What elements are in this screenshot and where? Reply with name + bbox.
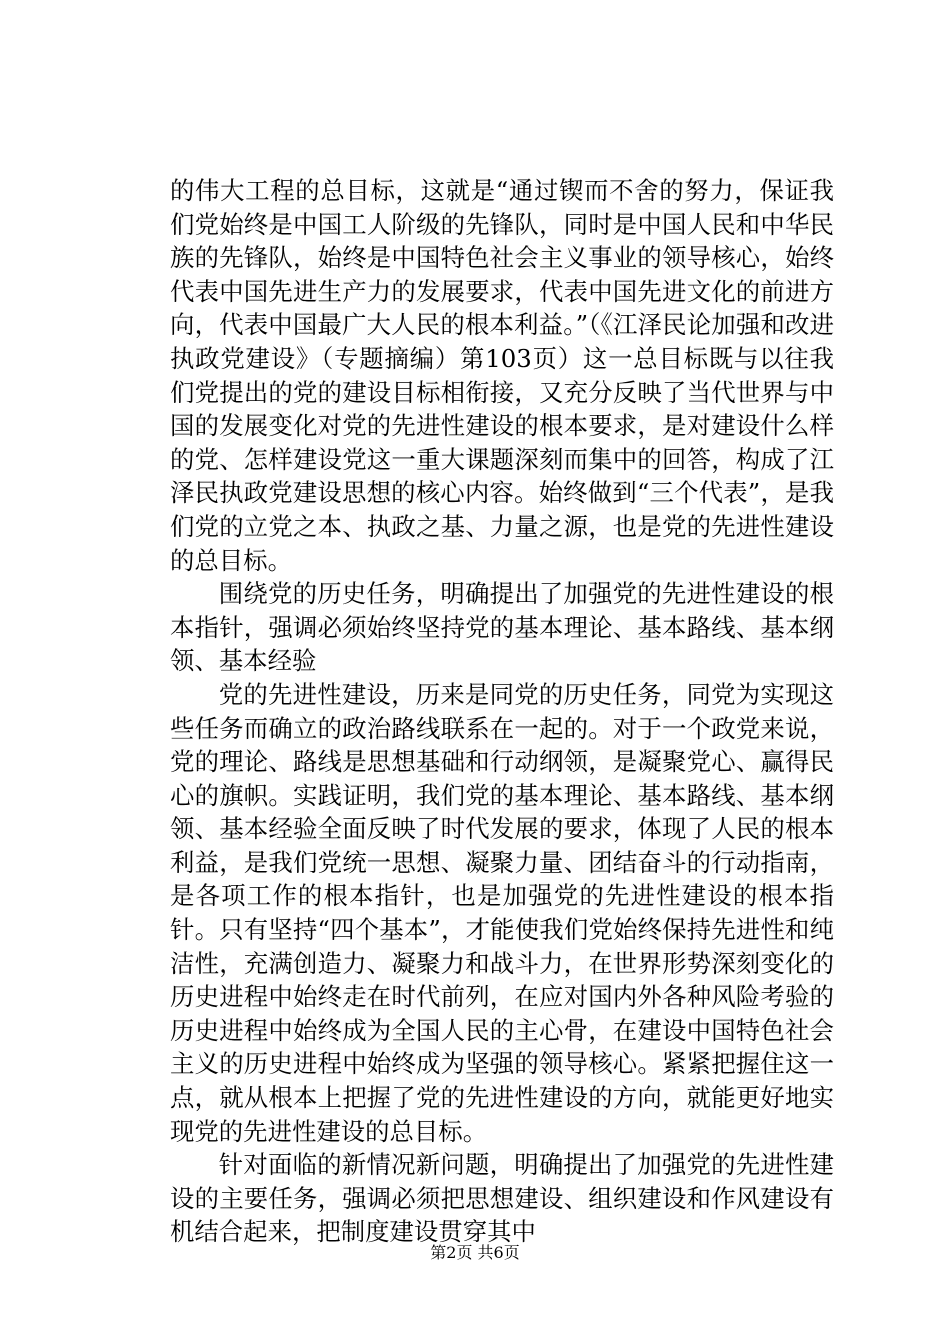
paragraph-3: 党的先进性建设，历来是同党的历史任务，同党为实现这些任务而确立的政治路线联系在一起的。对于一个政党来说，党的理论、路线是思想基础和行动纲领，是凝聚党心、赢得民心的旗帜。实践证明，我们党的基本理论、基本路线、基本纲领、基本经验全面反映了时代发展的要求，体现了人民的根本利益，是我们党统一思想、凝聚力量、团结奋斗的行动指南，是各项工作的根本指针，也是加强党的先进性建设的根本指针。只有坚持“四个基本”，才能使我们党始终保持先进性和纯洁性，充满创造力、凝聚力和战斗力，在世界形势深刻变化的历史进程中始终走在时代前列，在应对国内外各种风险考验的历史进程中始终成为全国人民的主心骨，在建设中国特色社会主义的历史进程中始终成为坚强的领导核心。紧紧把握住这一点，就从根本上把握了党的先进性建设的方向，就能更好地实现党的先进性建设的总目标。 <box>170 679 834 1146</box>
page-number-label: 第2页 共6页 <box>430 1243 520 1262</box>
paragraph-1: 的伟大工程的总目标，这就是“通过锲而不舍的努力，保证我们党始终是中国工人阶级的先锋队，同时是中国人民和中华民族的先锋队，始终是中国特色社会主义事业的领导核心，始终代表中国先进生产力的发展要求，代表中国先进文化的前进方向，代表中国最广大人民的根本利益。”（《江泽民论加强和改进执政党建设》（专题摘编）第103页）这一总目标既与以往我们党提出的党的建设目标相衔接，又充分反映了当代世界与中国的发展变化对党的先进性建设的根本要求，是对建设什么样的党、怎样建设党这一重大课题深刻而集中的回答，构成了江泽民执政党建设思想的核心内容。始终做到“三个代表”，是我们党的立党之本、执政之基、力量之源，也是党的先进性建设的总目标。 <box>170 176 834 575</box>
paragraph-2: 围绕党的历史任务，明确提出了加强党的先进性建设的根本指针，强调必须始终坚持党的基本理论、基本路线、基本纲领、基本经验 <box>170 579 834 676</box>
document-body <box>170 174 834 1249</box>
paragraph-4: 针对面临的新情况新问题，明确提出了加强党的先进性建设的主要任务，强调必须把思想建设、组织建设和作风建设有机结合起来，把制度建设贯穿其中 <box>170 1150 834 1247</box>
page-footer <box>0 1243 950 1263</box>
